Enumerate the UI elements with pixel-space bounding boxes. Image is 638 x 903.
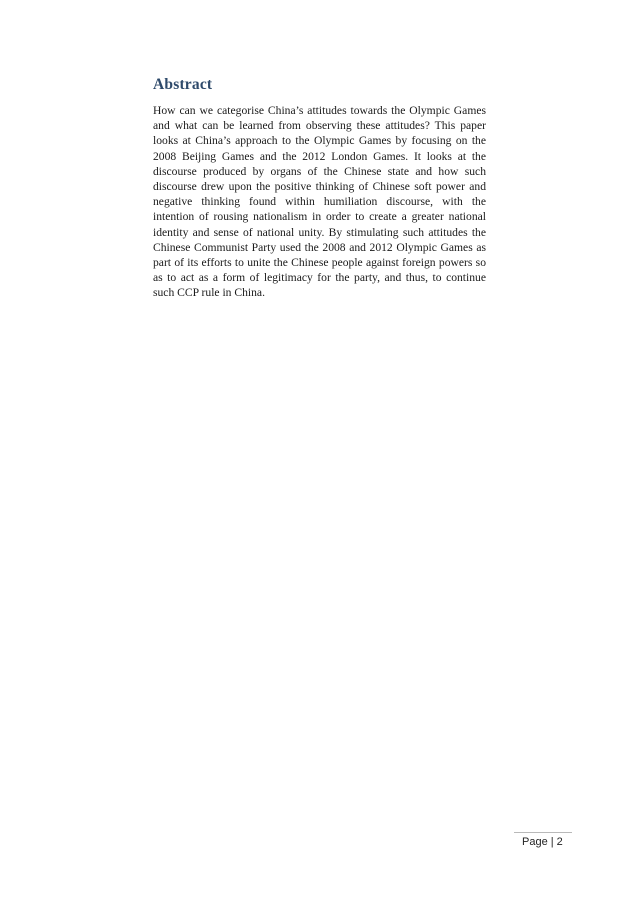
page-number: Page | 2 <box>522 836 563 848</box>
abstract-body: How can we categorise China’s attitudes towards the Olympic Games and what can be learned from observing these attitudes? This paper looks at China’s approach to the Olympic Games by focusing on the 2008 Beijing Games and the 2012 London Games. It looks at the discourse produced by organs of the Chinese state and how such discourse drew upon the positive thinking of Chinese soft power and negative thinking found within humiliation discourse, with the intention of rousing nationalism in order to create a greater national identity and sense of national unity. By stimulating such attitudes the Chinese Communist Party used the 2008 and 2012 Olympic Games as part of its efforts to unite the Chinese people against foreign powers so as to act as a form of legitimacy for the party, and thus, to continue such CCP rule in China. <box>153 104 486 300</box>
abstract-heading: Abstract <box>153 76 213 93</box>
footer-divider <box>514 832 572 833</box>
